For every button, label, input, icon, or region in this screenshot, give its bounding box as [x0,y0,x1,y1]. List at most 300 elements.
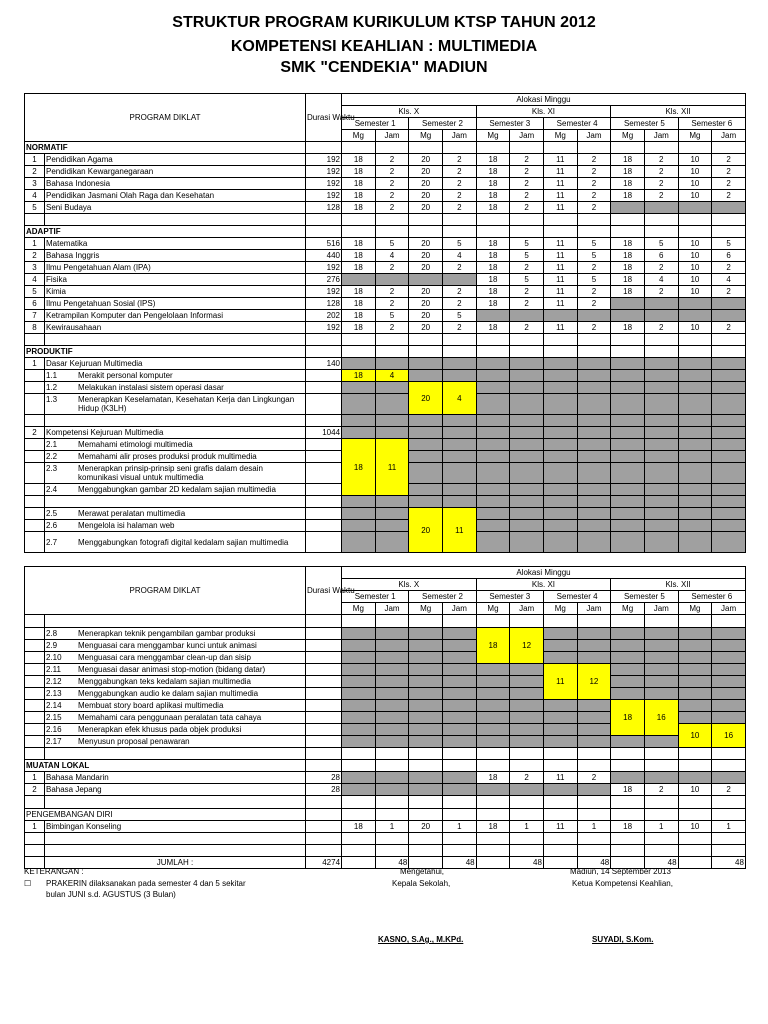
mengetahui-label: Mengetahui, [400,867,445,876]
allocation-cell: 5 [510,238,544,250]
table-cell [644,415,678,427]
subject-name: Bimbingan Konseling [45,821,306,833]
highlight-cell: 16 [644,700,678,736]
table-row [25,845,746,857]
allocation-cell: 2 [510,298,544,310]
table-cell [45,334,306,346]
table-cell [25,214,45,226]
subject-name: Bahasa Jepang [45,784,306,796]
table-cell [409,415,443,427]
allocation-cell: 2 [577,178,611,190]
table-cell [510,833,544,845]
table-cell [25,496,45,508]
table-cell [476,520,510,532]
table-cell [611,496,645,508]
subject-no: 1 [25,358,45,370]
table-cell [611,451,645,463]
table-cell [342,142,376,154]
table-cell [306,712,342,724]
header-kelas: Kls. X [342,579,477,591]
competency-no: 2.2 [46,452,58,461]
table-cell [409,760,443,772]
subject-no: 3 [25,178,45,190]
table-cell [375,214,409,226]
table-cell [543,142,577,154]
table-cell [45,748,306,760]
subject-no: 5 [25,202,45,214]
highlight-cell: 18 [342,370,376,382]
table-cell [409,214,443,226]
competency-no: 2.6 [46,521,58,530]
empty-cell [25,676,45,688]
header-kelas: Kls. XI [476,579,611,591]
table-cell [342,394,376,415]
table-cell [510,508,544,520]
allocation-cell: 18 [476,238,510,250]
subject-name: Kewirausahaan [45,322,306,334]
table-cell [510,496,544,508]
table-cell [409,712,443,724]
allocation-cell: 2 [442,322,476,334]
table-cell [306,334,342,346]
table-cell [510,809,544,821]
table-cell [543,712,577,724]
allocation-cell: 11 [543,322,577,334]
page-title: STRUKTUR PROGRAM KURIKULUM KTSP TAHUN 2012 [172,14,596,31]
table-cell [510,688,544,700]
table-cell [577,142,611,154]
table-cell [644,760,678,772]
table-cell [442,484,476,496]
table-cell [678,508,712,520]
competency-no: 2.3 [46,464,58,473]
table-cell [442,796,476,809]
table-cell [510,439,544,451]
header-mg: Mg [678,130,712,142]
competency-name [45,640,306,652]
table-cell [409,484,443,496]
allocation-cell: 5 [577,238,611,250]
table-cell [678,532,712,553]
allocation-cell: 20 [409,286,443,298]
table-cell [712,688,746,700]
table-cell [510,427,544,439]
table-cell [644,226,678,238]
table-cell [712,394,746,415]
empty-cell [25,640,45,652]
table-cell [712,809,746,821]
allocation-cell: 18 [476,286,510,298]
allocation-cell: 5 [375,310,409,322]
table-cell [611,615,645,628]
jumlah-duration: 4274 [306,857,342,869]
table-cell [409,346,443,358]
table-cell [342,676,376,688]
competency-name [45,520,306,532]
allocation-cell: 2 [644,286,678,298]
table-row [25,202,746,214]
header-jam: Jam [510,603,544,615]
empty-cell [25,463,45,484]
table-cell [543,226,577,238]
competency-no: 2.8 [46,629,58,638]
allocation-cell: 1 [375,821,409,833]
allocation-cell: 2 [510,772,544,784]
table-cell [510,214,544,226]
header-mg: Mg [342,603,376,615]
school-name: SMK "CENDEKIA" MADIUN [280,59,488,76]
table-cell [543,508,577,520]
allocation-cell: 2 [644,154,678,166]
table-cell [442,736,476,748]
table-cell [611,688,645,700]
allocation-cell: 4 [375,250,409,262]
table-cell [476,496,510,508]
table-cell [510,736,544,748]
table-cell [543,427,577,439]
allocation-cell [476,310,510,322]
table-cell [476,833,510,845]
header-kelas: Kls. XII [611,106,746,118]
table-cell [409,700,443,712]
subject-duration: 1044 [306,427,342,439]
table-row [25,250,746,262]
empty-cell [25,451,45,463]
table-cell [476,724,510,736]
table-cell [543,724,577,736]
header-mg: Mg [476,130,510,142]
table-cell [306,628,342,640]
table-cell [510,358,544,370]
empty-cell [25,370,45,382]
table-cell [678,748,712,760]
allocation-cell: 18 [342,322,376,334]
table-cell [306,532,342,553]
table-cell [510,334,544,346]
table-cell [577,520,611,532]
allocation-cell: 10 [678,821,712,833]
table-cell [442,346,476,358]
table-cell [644,628,678,640]
allocation-cell: 18 [611,154,645,166]
allocation-cell: 20 [409,202,443,214]
table-cell [25,415,45,427]
jumlah-cell: 48 [442,857,476,869]
table-cell [409,463,443,484]
table-cell [442,760,476,772]
table-cell [543,415,577,427]
empty-cell [25,688,45,700]
table-cell [644,334,678,346]
table-cell [644,688,678,700]
table-cell [712,676,746,688]
competency-name [45,532,306,553]
table-cell [45,845,306,857]
table-cell [442,664,476,676]
allocation-cell: 18 [476,322,510,334]
competency-name [45,664,306,676]
table-row [25,615,746,628]
table-cell [375,736,409,748]
table-row [25,439,746,451]
allocation-cell: 18 [476,262,510,274]
subject-duration: 128 [306,298,342,310]
table-cell [510,664,544,676]
table-cell [476,760,510,772]
table-cell [611,484,645,496]
allocation-cell [375,274,409,286]
empty-cell [25,712,45,724]
table-cell [375,382,409,394]
subject-duration: 202 [306,310,342,322]
jumlah-label: JUMLAH : [45,857,306,869]
table-cell [543,439,577,451]
header-mg: Mg [611,130,645,142]
allocation-cell [543,784,577,796]
table-cell [611,652,645,664]
allocation-cell: 10 [678,190,712,202]
competency-name [45,439,306,451]
allocation-cell [644,310,678,322]
header-jam: Jam [510,130,544,142]
table-cell [543,652,577,664]
allocation-cell: 2 [644,178,678,190]
keterangan-label: KETERANGAN : [24,867,84,876]
allocation-cell [644,202,678,214]
table-cell [712,346,746,358]
table-cell [442,640,476,652]
table-cell [611,334,645,346]
table-cell [644,214,678,226]
table-cell [375,394,409,415]
header-mg: Mg [409,603,443,615]
table-cell [442,712,476,724]
table-cell [644,652,678,664]
table-cell [644,640,678,652]
allocation-cell: 18 [476,250,510,262]
allocation-cell [342,784,376,796]
allocation-cell: 2 [510,166,544,178]
allocation-cell: 2 [442,286,476,298]
allocation-cell: 18 [476,202,510,214]
table-cell [375,809,409,821]
competency-text: Menggabungkan fotografi digital kedalam sajian multimedia [78,537,289,547]
table-cell [476,394,510,415]
allocation-cell: 2 [510,178,544,190]
table-cell [442,427,476,439]
allocation-cell: 2 [510,202,544,214]
table-cell [577,496,611,508]
header-jam: Jam [712,603,746,615]
table-cell [712,532,746,553]
table-cell [342,640,376,652]
allocation-cell: 2 [442,166,476,178]
subject-no: 2 [25,784,45,796]
allocation-cell: 11 [543,821,577,833]
table-cell [409,724,443,736]
table-cell [342,796,376,809]
header-alokasi: Alokasi Minggu [342,567,746,579]
highlight-cell: 12 [510,628,544,664]
allocation-cell: 1 [577,821,611,833]
table-cell [644,833,678,845]
allocation-cell: 18 [611,190,645,202]
highlight-cell: 10 [678,724,712,748]
table-cell [306,484,342,496]
table-cell [409,226,443,238]
allocation-cell: 5 [577,250,611,262]
subject-name: Dasar Kejuruan Multimedia [45,358,306,370]
allocation-cell [342,772,376,784]
allocation-cell: 4 [644,274,678,286]
allocation-cell: 11 [543,772,577,784]
table-cell [306,346,342,358]
table-cell [375,508,409,520]
allocation-cell: 2 [510,154,544,166]
allocation-cell: 18 [476,190,510,202]
allocation-cell: 2 [577,166,611,178]
allocation-cell: 2 [577,772,611,784]
table-cell [442,628,476,640]
header-semester: Semester 4 [543,118,610,130]
table-cell [306,724,342,736]
table-row [25,508,746,520]
allocation-cell: 18 [342,154,376,166]
table-cell [644,508,678,520]
table-cell [644,439,678,451]
table-cell [476,142,510,154]
allocation-cell: 18 [611,238,645,250]
allocation-cell: 11 [543,178,577,190]
table-cell [409,833,443,845]
subject-name: Matematika [45,238,306,250]
table-cell [306,370,342,382]
competency-text: Menggabungkan gambar 2D kedalam sajian multimedia [78,485,276,494]
allocation-cell [442,784,476,796]
table-cell [342,688,376,700]
table-cell [678,712,712,724]
allocation-cell: 2 [375,178,409,190]
table-cell [577,415,611,427]
table-cell [510,700,544,712]
allocation-cell: 2 [577,154,611,166]
table-cell [510,484,544,496]
header-semester: Semester 2 [409,118,476,130]
header-jam: Jam [442,603,476,615]
allocation-cell: 20 [409,154,443,166]
table-cell [510,796,544,809]
competency-name [45,652,306,664]
subject-no: 8 [25,322,45,334]
allocation-cell: 20 [409,178,443,190]
table-cell [306,809,342,821]
table-cell [543,358,577,370]
table-row [25,334,746,346]
table-cell [476,370,510,382]
table-cell [678,496,712,508]
table-cell [510,760,544,772]
table-cell [543,809,577,821]
table-cell [375,346,409,358]
table-cell [342,520,376,532]
allocation-cell: 11 [543,286,577,298]
allocation-cell: 10 [678,322,712,334]
competency-no: 1.3 [46,395,58,404]
subject-duration [306,821,342,833]
table-cell [678,833,712,845]
table-cell [678,451,712,463]
jumlah-cell [476,857,510,869]
table-cell [678,615,712,628]
table-row [25,94,746,106]
allocation-cell: 2 [577,298,611,310]
table-cell [510,845,544,857]
jumlah-cell: 48 [577,857,611,869]
table-cell [510,676,544,688]
table-cell [476,676,510,688]
table-cell [375,615,409,628]
allocation-cell: 5 [644,238,678,250]
competency-text: Mengelola isi halaman web [78,521,175,530]
table-cell [409,439,443,451]
competency-text: Membuat story board aplikasi multimedia [78,701,224,710]
allocation-cell: 1 [644,821,678,833]
table-cell [712,451,746,463]
bullet-icon: ☐ [24,879,32,888]
table-row [25,394,746,415]
table-row [25,154,746,166]
table-cell [510,382,544,394]
table-cell [611,676,645,688]
table-cell [306,845,342,857]
table-cell [611,142,645,154]
allocation-cell: 18 [342,821,376,833]
table-row [25,640,746,652]
table-cell [611,358,645,370]
table-cell [409,370,443,382]
competency-no: 2.16 [46,725,62,734]
allocation-cell: 18 [611,821,645,833]
table-cell [342,334,376,346]
competency-text: Menerapkan Keselamatan, Kesehatan Kerja dan Lingkungan Hidup (K3LH) [78,395,295,413]
table-cell [375,640,409,652]
table-row [25,664,746,676]
empty-cell [25,724,45,736]
table-cell [644,142,678,154]
allocation-cell [543,310,577,322]
table-cell [45,833,306,845]
subject-name: Ilmu Pengetahuan Sosial (IPS) [45,298,306,310]
header-mg: Mg [611,603,645,615]
table-cell [678,226,712,238]
allocation-cell: 2 [644,784,678,796]
table-cell [409,736,443,748]
table-cell [342,664,376,676]
highlight-cell: 18 [611,700,645,736]
table-cell [577,760,611,772]
table-row [25,796,746,809]
allocation-cell: 2 [375,202,409,214]
table-cell [442,809,476,821]
header-semester: Semester 3 [476,118,543,130]
curriculum-table-2 [24,566,746,869]
header-semester: Semester 2 [409,591,476,603]
competency-no: 2.1 [46,440,58,449]
table-cell [342,809,376,821]
table-cell [510,142,544,154]
table-cell [306,688,342,700]
table-cell [712,748,746,760]
